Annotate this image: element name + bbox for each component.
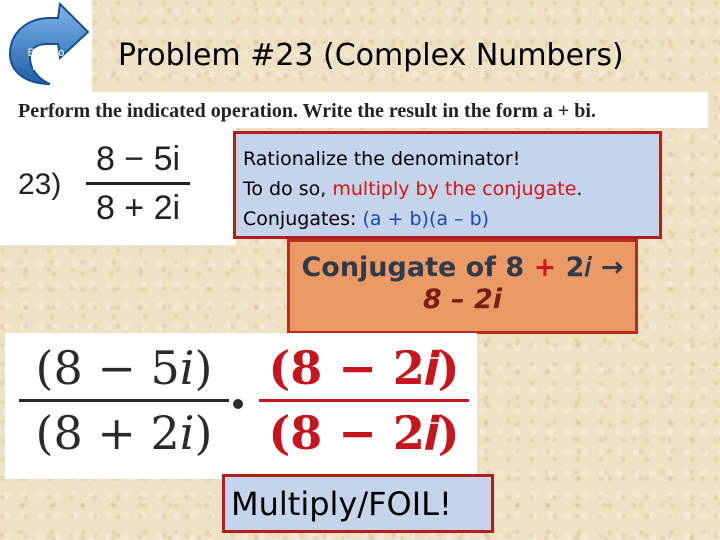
- conjugate-fraction: [259, 339, 469, 462]
- conjugate-highlight: multiply by the conjugate: [332, 178, 577, 200]
- problem-number: 23): [18, 168, 62, 201]
- rationalize-note: [233, 131, 662, 239]
- fraction-bar: [259, 399, 469, 402]
- problem-numerator: 8 − 5i: [95, 140, 181, 178]
- conjugate-line-1: Conjugate of 8 + 2𝑖 →: [301, 252, 624, 283]
- problem-fraction: [86, 138, 190, 229]
- instruction-text: Perform the indicated operation. Write the result in the form a + bi.: [18, 100, 596, 122]
- conjugate-result: 8 – 2i: [422, 284, 503, 315]
- multiply-dot: [233, 399, 243, 409]
- left-denominator: (8 + 2𝑖): [35, 406, 213, 460]
- foil-callout: [222, 474, 494, 533]
- right-denominator: (8 − 2𝒊): [268, 406, 460, 460]
- fraction-bar: [86, 182, 190, 185]
- fraction-bar: [19, 399, 229, 402]
- instruction-banner: [0, 92, 708, 128]
- conjugate-callout: [287, 239, 638, 334]
- multiplication-expression: [5, 333, 477, 479]
- left-numerator: (8 − 5𝑖): [35, 341, 213, 395]
- foil-label: Multiply/FOIL!: [231, 485, 452, 523]
- back-to-menu-button[interactable]: [0, 0, 92, 92]
- problem-denominator: 8 + 2i: [95, 189, 181, 227]
- problem-card: [0, 128, 236, 245]
- original-fraction: [19, 339, 229, 462]
- page-title: Problem #23 (Complex Numbers): [118, 38, 624, 73]
- note-line-2: To do so, multiply by the conjugate.: [243, 178, 583, 200]
- right-numerator: (8 − 2𝒊): [268, 341, 460, 395]
- note-line-3: Conjugates: (a + b)(a – b): [243, 208, 490, 230]
- note-line-1: Rationalize the denominator!: [243, 148, 521, 170]
- back-button-label: Back to Menu: [27, 47, 65, 73]
- conjugate-formula: (a + b)(a – b): [362, 208, 490, 230]
